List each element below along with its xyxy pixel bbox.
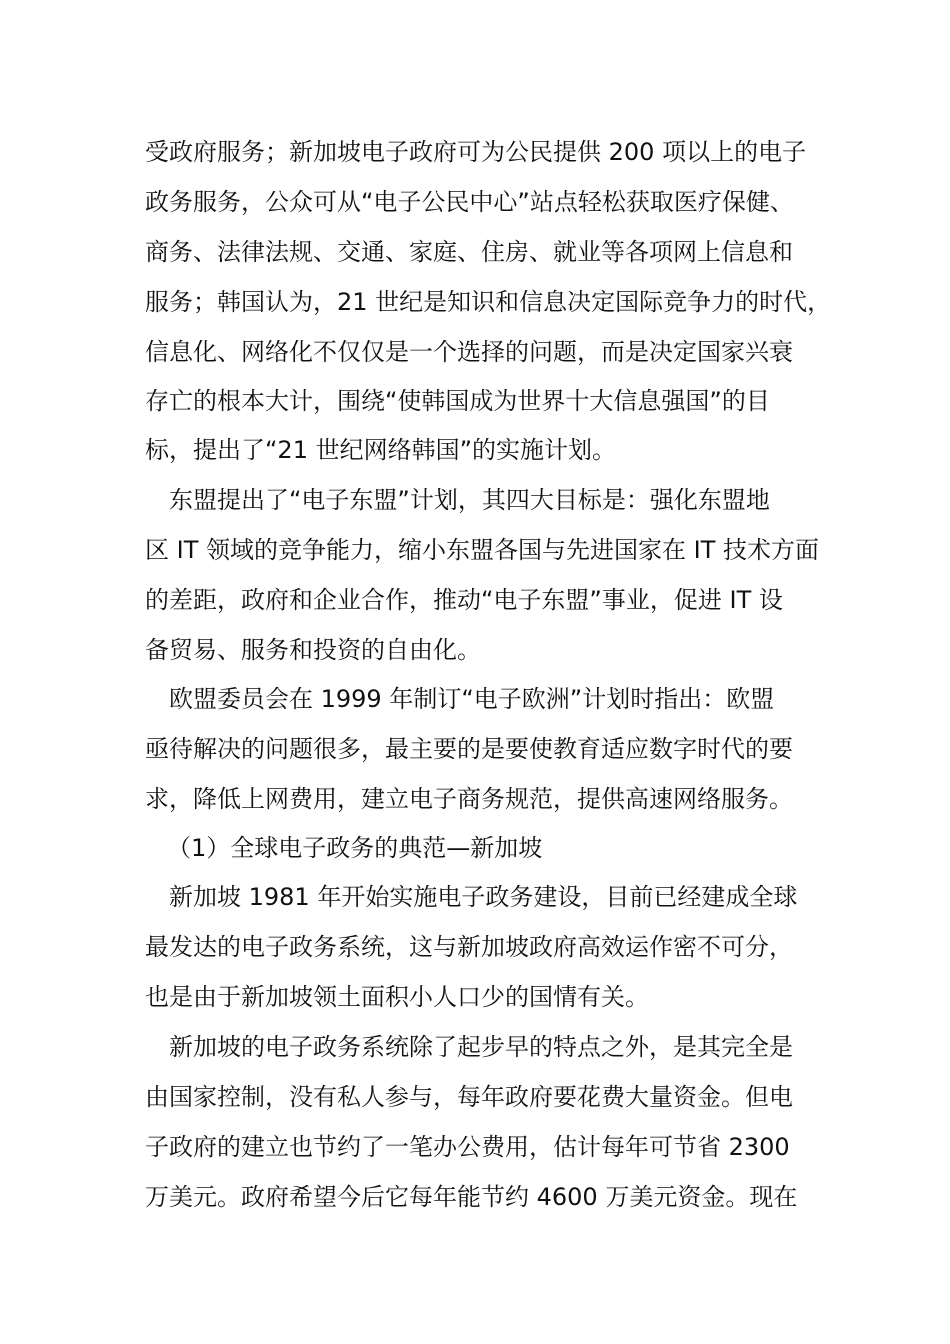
text-line: 东盟提出了“电子东盟”计划，其四大目标是：强化东盟地: [169, 486, 770, 514]
text-line: 商务、法律法规、交通、家庭、住房、就业等各项网上信息和: [145, 238, 793, 266]
text-line: 亟待解决的问题很多，最主要的是要使教育适应数字时代的要: [145, 735, 793, 763]
text-line: 标，提出了“21 世纪网络韩国”的实施计划。: [145, 436, 617, 464]
text-line: 信息化、网络化不仅仅是一个选择的问题，而是决定国家兴衰: [145, 338, 793, 366]
text-line: 由国家控制，没有私人参与，每年政府要花费大量资金。但电: [145, 1083, 793, 1111]
text-line: 政务服务，公众可从“电子公民中心”站点轻松获取医疗保健、: [145, 188, 794, 216]
text-line: 备贸易、服务和投资的自由化。: [145, 636, 481, 664]
text-line: 求，降低上网费用，建立电子商务规范，提供高速网络服务。: [145, 785, 793, 813]
text-line: 受政府服务；新加坡电子政府可为公民提供 200 项以上的电子: [145, 138, 807, 166]
text-line: 新加坡 1981 年开始实施电子政务建设，目前已经建成全球: [169, 883, 798, 911]
text-line: 子政府的建立也节约了一笔办公费用，估计每年可节省 2300: [145, 1133, 790, 1161]
text-line: 万美元。政府希望今后它每年能节约 4600 万美元资金。现在: [145, 1183, 798, 1211]
text-line: 的差距，政府和企业合作，推动“电子东盟”事业，促进 IT 设: [145, 586, 783, 614]
section-heading: （1）全球电子政务的典范—新加坡: [167, 834, 543, 862]
text-line: 也是由于新加坡领土面积小人口少的国情有关。: [145, 983, 649, 1011]
text-line: 区 IT 领域的竞争能力，缩小东盟各国与先进国家在 IT 技术方面: [145, 536, 819, 564]
text-line: 新加坡的电子政务系统除了起步早的特点之外，是其完全是: [169, 1033, 793, 1061]
text-line: 最发达的电子政务系统，这与新加坡政府高效运作密不可分，: [145, 933, 793, 961]
text-line: 存亡的根本大计，围绕“使韩国成为世界十大信息强国”的目: [145, 387, 770, 415]
text-line: 欧盟委员会在 1999 年制订“电子欧洲”计划时指出：欧盟: [169, 685, 775, 713]
text-line: 服务；韩国认为，21 世纪是知识和信息决定国际竞争力的时代，: [145, 288, 832, 316]
